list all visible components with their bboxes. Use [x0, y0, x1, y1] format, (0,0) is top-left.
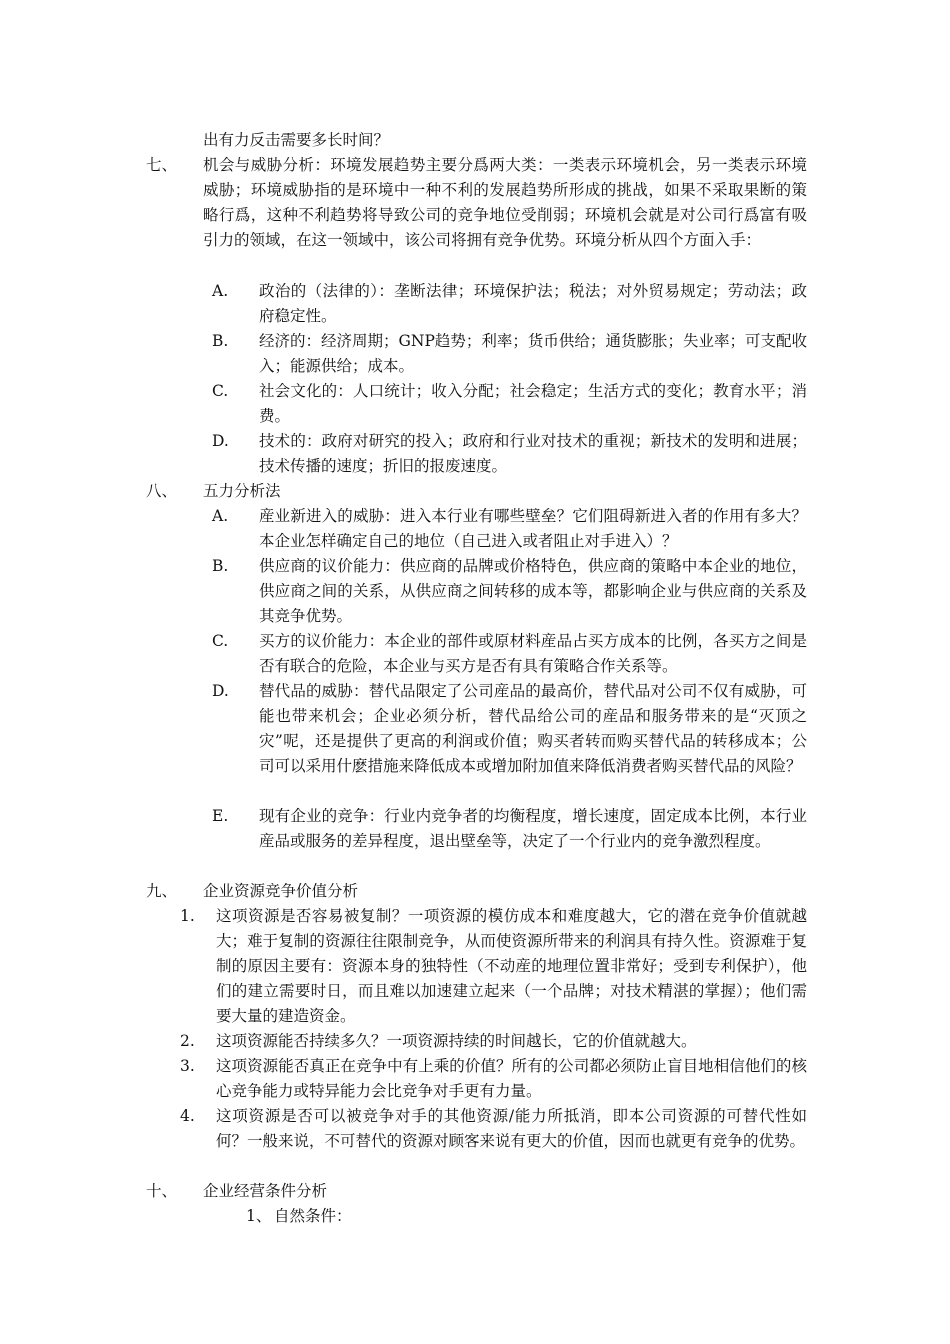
- s7-item-a-text: 政治的（法律的）：垄断法律；环境保护法；税法；对外贸易规定；劳动法；政府稳定性。: [259, 282, 807, 325]
- s7-item-a-label: A.: [212, 282, 229, 300]
- section-7-paragraph: 机会与威胁分析：环境发展趋势主要分爲两大类：一类表示环境机会，另一类表示环境威胁；环境威胁指的是环境中一种不利的发展趋势所形成的挑战，如果不采取果断的策略行爲，这种不利趋势将导致公司的竞争地位受削弱；环境机会就是对公司行爲富有吸引力的领域，在这一领域中，该公司将拥有竞争优势。环境分析从四个方面入手：: [203, 156, 807, 249]
- s8-item-a-text: 産业新进入的威胁：进入本行业有哪些壁垒？它们阻碍新进入者的作用有多大？本企业怎样确定自己的地位（自己进入或者阻止对手进入）？: [259, 507, 807, 550]
- s8-item-e-label: E.: [212, 807, 229, 825]
- s8-item-c-text: 买方的议价能力：本企业的部件或原材料産品占买方成本的比例，各买方之间是否有联合的危险，本企业与买方是否有具有策略合作关系等。: [259, 632, 807, 675]
- s8-item-e-text: 现有企业的竞争：行业内竞争者的均衡程度，增长速度，固定成本比例，本行业産品或服务的差异程度，退出壁垒等，决定了一个行业内的竞争激烈程度。: [259, 807, 807, 850]
- section-7-number: 七、: [146, 156, 178, 174]
- section-8-title: 五力分析法: [203, 482, 281, 500]
- s8-item-c-label: C.: [212, 632, 229, 650]
- s10-sub-1-text: 自然条件：: [274, 1207, 352, 1225]
- continuation-text: 出有力反击需要多长时间？: [203, 131, 390, 149]
- s10-sub-1-label: 1、: [246, 1207, 272, 1225]
- s9-item-3-text: 这项资源能否真正在竞争中有上乘的价值？所有的公司都必须防止盲目地相信他们的核心竞争能力或特异能力会比竞争对手更有力量。: [216, 1057, 807, 1100]
- section-10-title: 企业经营条件分析: [203, 1182, 328, 1200]
- section-10-number: 十、: [146, 1182, 178, 1200]
- s8-item-b-text: 供应商的议价能力：供应商的品牌或价格特色，供应商的策略中本企业的地位，供应商之间的关系，从供应商之间转移的成本等，都影响企业与供应商的关系及其竞争优势。: [259, 557, 807, 625]
- s8-item-b-label: B.: [212, 557, 229, 575]
- section-9-number: 九、: [146, 882, 178, 900]
- section-9-title: 企业资源竞争价值分析: [203, 882, 359, 900]
- s9-item-4-label: 4.: [180, 1107, 195, 1125]
- s9-item-4-text: 这项资源是否可以被竞争对手的其他资源/能力所抵消，即本公司资源的可替代性如何？一般来说，不可替代的资源对顾客来说有更大的价值，因而也就更有竞争的优势。: [216, 1107, 807, 1150]
- s9-item-2-label: 2.: [180, 1032, 195, 1050]
- s7-item-d-label: D.: [212, 432, 229, 450]
- section-8-number: 八、: [146, 482, 178, 500]
- s7-item-c-label: C.: [212, 382, 229, 400]
- s9-item-1-label: 1.: [180, 907, 195, 925]
- s9-item-1-text: 这项资源是否容易被复制？一项资源的模仿成本和难度越大，它的潜在竞争价值就越大；难于复制的资源往往限制竞争，从而使资源所带来的利润具有持久性。资源难于复制的原因主要有：资源本身的独特性（不动産的地理位置非常好；受到专利保护），他们的建立需要时日，而且难以加速建立起来（一个品牌；对技术精湛的掌握）；他们需要大量的建造资金。: [216, 907, 807, 1025]
- s7-item-d-text: 技术的：政府对研究的投入；政府和行业对技术的重视；新技术的发明和进展；技术传播的速度；折旧的报废速度。: [259, 432, 807, 475]
- s9-item-2-text: 这项资源能否持续多久？一项资源持续的时间越长，它的价值就越大。: [216, 1032, 697, 1050]
- s7-item-c-text: 社会文化的：人口统计；收入分配；社会稳定；生活方式的变化；教育水平；消费。: [259, 382, 807, 425]
- s8-item-d-label: D.: [212, 682, 229, 700]
- s7-item-b-label: B.: [212, 332, 229, 350]
- s9-item-3-label: 3.: [180, 1057, 195, 1075]
- s8-item-d-text: 替代品的威胁：替代品限定了公司産品的最高价，替代品对公司不仅有威胁，可能也带来机会；企业必须分析，替代品给公司的産品和服务带来的是“灭顶之灾”呢，还是提供了更高的利润或价值；购买者转而购买替代品的转移成本；公司可以采用什麽措施来降低成本或增加附加值来降低消费者购买替代品的风险？: [259, 682, 807, 775]
- s8-item-a-label: A.: [212, 507, 229, 525]
- s7-item-b-text: 经济的：经济周期；GNP趋势；利率；货币供给；通货膨胀；失业率；可支配收入；能源供给；成本。: [259, 332, 807, 375]
